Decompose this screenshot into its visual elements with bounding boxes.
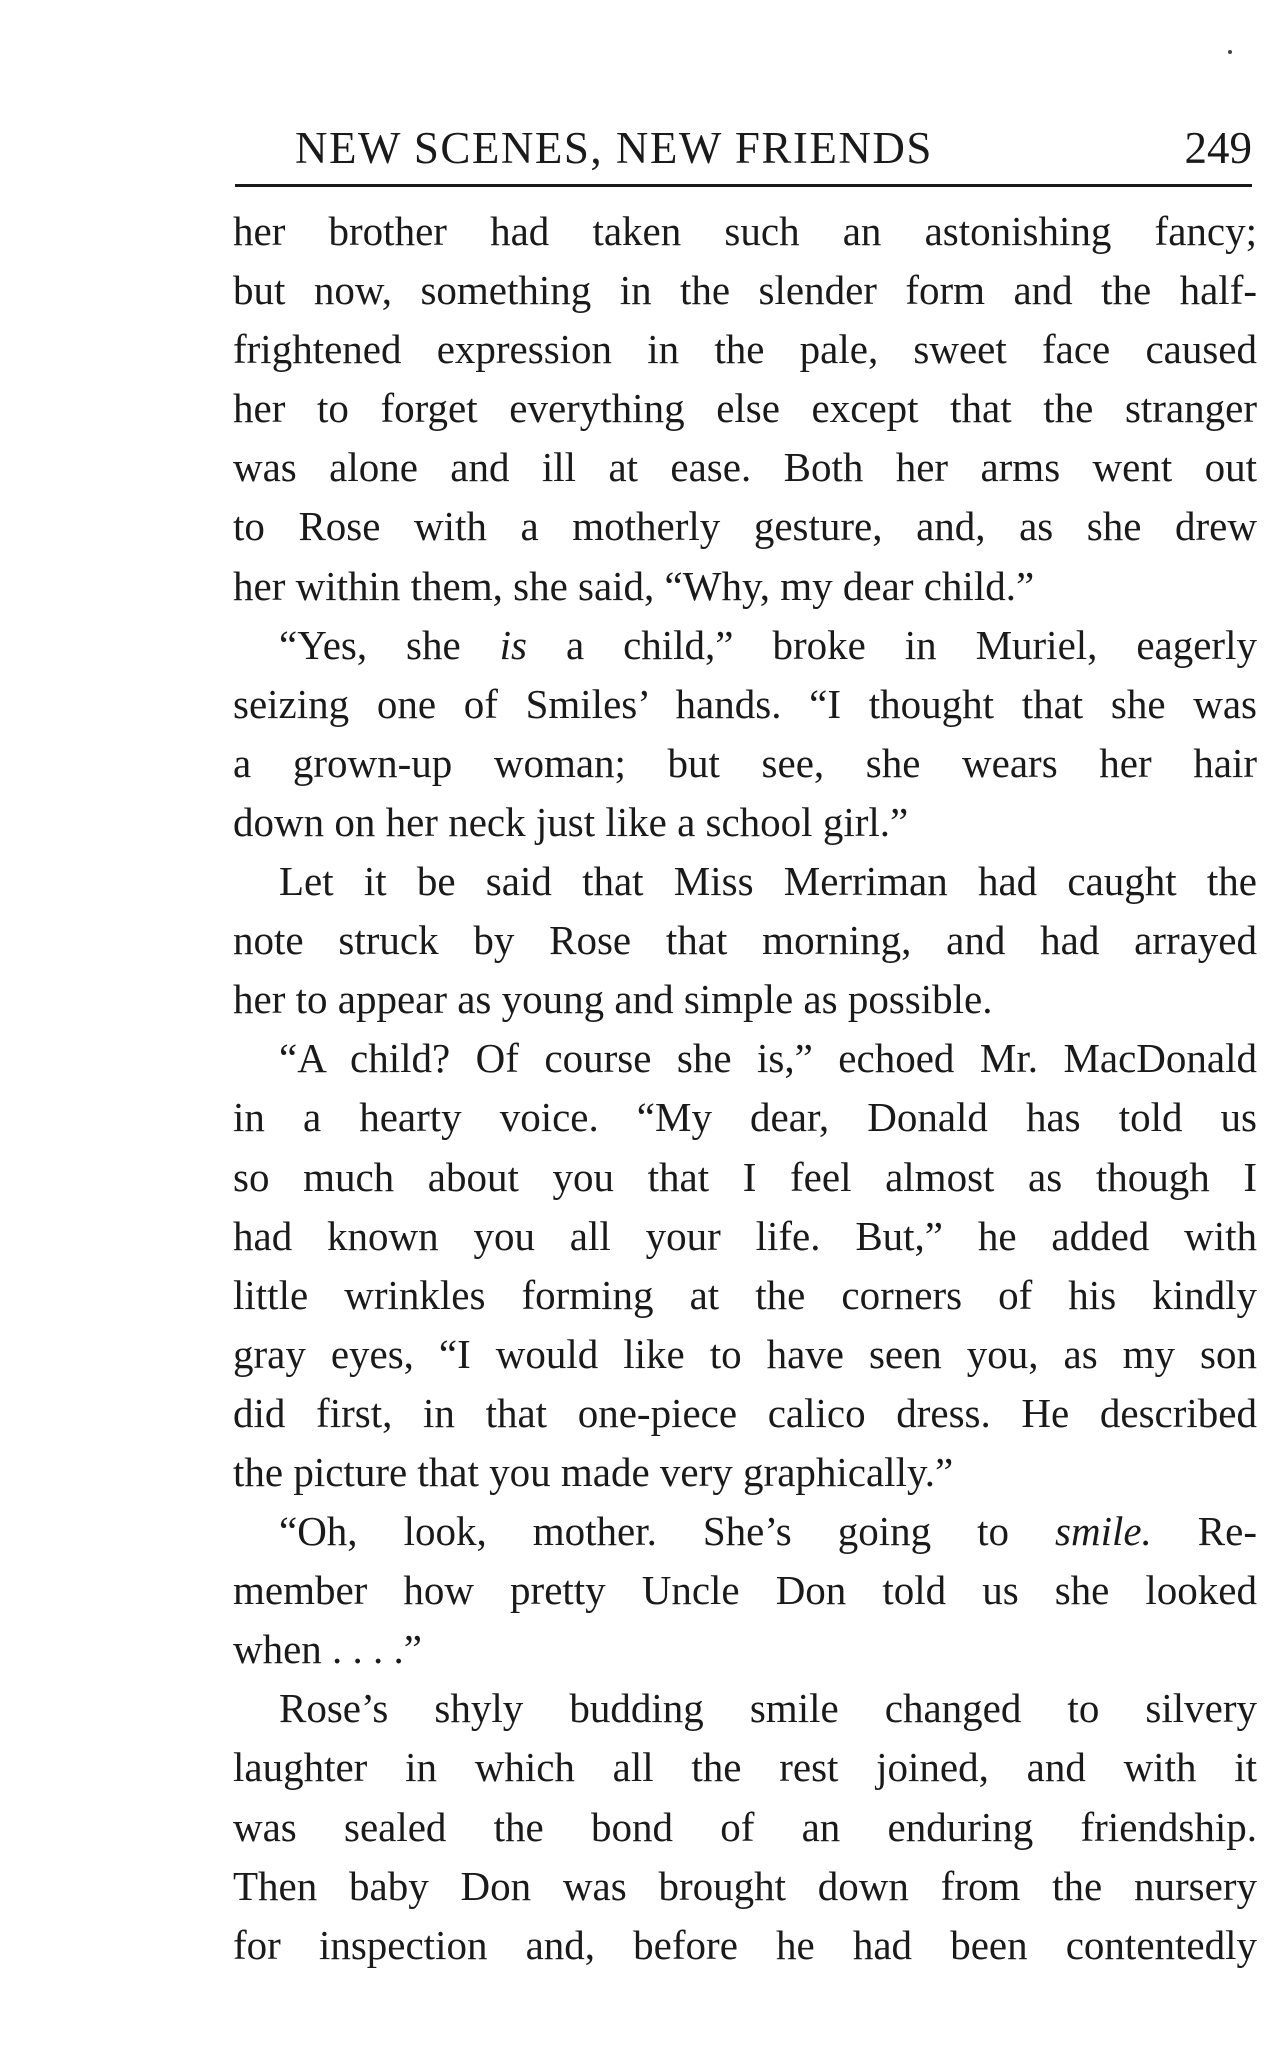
quote-open: “Yes, she <box>279 621 500 668</box>
text-line: note struck by Rose that morning, and had arrayed <box>233 917 1257 964</box>
text-line: a grown-up woman; but see, she wears her hair <box>233 739 1257 786</box>
emphasis-smile: smile. <box>1055 1508 1152 1555</box>
text-line: in a hearty voice. “My dear, Donald has told us <box>233 1094 1257 1141</box>
text-line: seizing one of Smiles’ hands. “I thought that she was <box>233 680 1257 727</box>
text-line: frightened expression in the pale, sweet face caused <box>233 326 1257 373</box>
text-line: her to forget everything else except that the stranger <box>233 385 1257 432</box>
text-line: was sealed the bond of an enduring friendship. <box>233 1803 1257 1850</box>
text-line: Let it be said that Miss Merriman had caught the <box>279 858 1257 905</box>
text-line: laughter in which all the rest joined, and with it <box>233 1744 1257 1791</box>
text-line: so much about you that I feel almost as though I <box>233 1153 1257 1200</box>
text-line: gray eyes, “I would like to have seen you, as my son <box>233 1330 1257 1377</box>
text-line: for inspection and, before he had been contentedly <box>233 1921 1257 1968</box>
text-line-italic-is <box>233 616 1257 675</box>
running-head: NEW SCENES, NEW FRIENDS <box>295 123 933 173</box>
text-line: Rose’s shyly budding smile changed to silvery <box>279 1685 1257 1732</box>
quote-open: “Oh, look, mother. She’s going to <box>279 1508 1055 1555</box>
text-line-italic-smile <box>233 1502 1257 1561</box>
text-line: but now, something in the slender form and the half- <box>233 267 1257 314</box>
text-line: member how pretty Uncle Don told us she looked <box>233 1567 1257 1614</box>
quote-rest: a child,” broke in Muriel, eagerly <box>527 621 1257 668</box>
text-line: did first, in that one-piece calico dress. He described <box>233 1389 1257 1436</box>
text-line: her to appear as young and simple as possible. <box>233 976 993 1023</box>
text-line: her brother had taken such an astonishing fancy; <box>233 208 1257 254</box>
scan-speck <box>1228 50 1232 54</box>
header-rule <box>235 184 1252 187</box>
text-line: little wrinkles forming at the corners of his kindly <box>233 1271 1257 1318</box>
text-line: had known you all your life. But,” he added with <box>233 1212 1257 1259</box>
quote-rest: Re- <box>1151 1508 1258 1555</box>
body-text <box>233 202 1257 1975</box>
text-line: the picture that you made very graphically.” <box>233 1448 954 1495</box>
text-line: “A child? Of course she is,” echoed Mr. MacDonald <box>279 1035 1257 1082</box>
text-line: to Rose with a motherly gesture, and, as she drew <box>233 503 1257 550</box>
text-line: when . . . .” <box>233 1626 423 1673</box>
text-line: was alone and ill at ease. Both her arms went out <box>233 444 1257 491</box>
text-line: down on her neck just like a school girl.” <box>233 798 909 845</box>
text-line: Then baby Don was brought down from the nursery <box>233 1862 1257 1909</box>
emphasis-is: is <box>499 621 527 668</box>
text-line: her within them, she said, “Why, my dear child.” <box>233 562 1035 609</box>
page-header <box>235 118 1252 178</box>
page-number: 249 <box>1184 123 1252 173</box>
